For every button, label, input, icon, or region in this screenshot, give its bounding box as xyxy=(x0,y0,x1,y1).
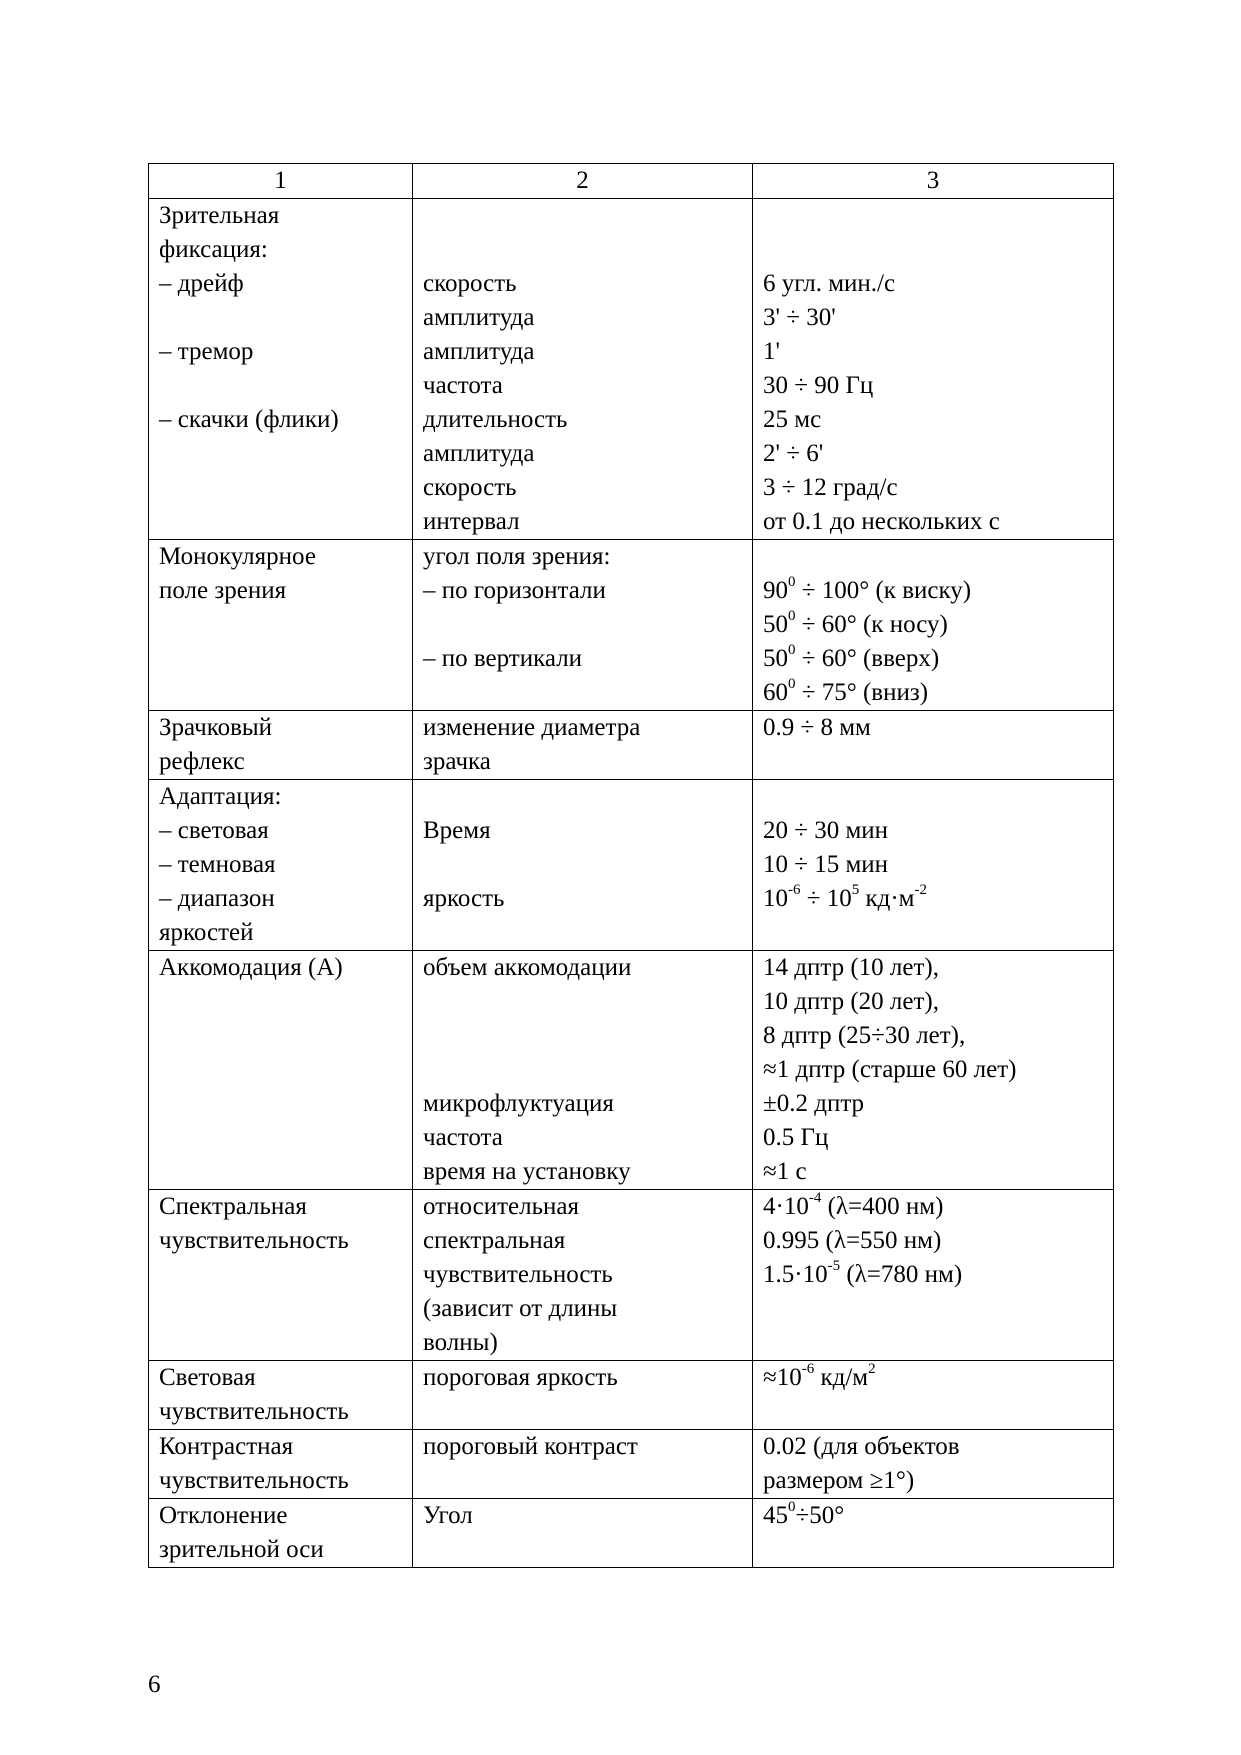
cell-line: волны) xyxy=(423,1329,498,1356)
table-cell-col3 xyxy=(753,1499,1114,1568)
table-cell-col3 xyxy=(753,1190,1114,1361)
cell-line: – по горизонтали xyxy=(423,577,606,604)
value-line xyxy=(763,1430,1103,1464)
value-line xyxy=(763,1464,1103,1498)
superscript: 0 xyxy=(788,675,796,692)
value-text: 8 дптр (25÷30 лет), xyxy=(763,1022,966,1049)
cell-line: (зависит от длины xyxy=(423,1295,618,1322)
table-cell-col2 xyxy=(413,199,753,540)
value-line xyxy=(763,301,1103,335)
value-text: ±0.2 дптр xyxy=(763,1090,865,1117)
cell-line: яркость xyxy=(423,885,505,912)
value-text: размером ≥1°) xyxy=(763,1467,915,1494)
value-text: (λ=400 нм) xyxy=(821,1193,944,1220)
cell-line: зрачка xyxy=(423,748,491,775)
value-text: ÷ 75° (вниз) xyxy=(795,679,929,706)
cell-line: амплитуда xyxy=(423,304,535,331)
value-text: ÷ 60° (вверх) xyxy=(795,645,940,672)
table-cell-col1 xyxy=(149,1361,413,1430)
value-line xyxy=(763,676,1103,710)
value-line xyxy=(763,267,1103,301)
cell-line: микрофлуктуация xyxy=(423,1090,614,1117)
value-text: 6 угл. мин./с xyxy=(763,270,896,297)
value-text: (λ=780 нм) xyxy=(840,1261,963,1288)
cell-line: – скачки (флики) xyxy=(159,406,339,433)
cell-line: Спектральная xyxy=(159,1193,307,1220)
cell-line: Время xyxy=(423,817,491,844)
cell-line: Зрачковый xyxy=(159,714,273,741)
table-row xyxy=(149,1361,1114,1430)
cell-line: – темновая xyxy=(159,851,276,878)
value-line xyxy=(763,233,1103,267)
value-line xyxy=(763,1019,1103,1053)
value-line xyxy=(763,711,1103,745)
table-cell-col1 xyxy=(149,951,413,1190)
value-line xyxy=(763,505,1103,539)
superscript: -5 xyxy=(827,1257,841,1274)
value-text: ÷50° xyxy=(795,1502,845,1529)
value-text: кд/м xyxy=(814,1364,869,1391)
value-line xyxy=(763,1155,1103,1189)
table-cell-col2 xyxy=(413,711,753,780)
cell-line: Угол xyxy=(423,1502,473,1529)
cell-line: Контрастная xyxy=(159,1433,294,1460)
cell-line: спектральная xyxy=(423,1227,566,1254)
superscript: -4 xyxy=(808,1189,822,1206)
cell-line: амплитуда xyxy=(423,338,535,365)
value-text: ÷ 10 xyxy=(800,885,852,912)
value-line xyxy=(763,369,1103,403)
table-row xyxy=(149,1190,1114,1361)
value-line xyxy=(763,403,1103,437)
table-cell-col3 xyxy=(753,540,1114,711)
cell-line xyxy=(423,233,742,267)
value-text: 1' xyxy=(763,338,781,365)
cell-line: – тремор xyxy=(159,338,254,365)
table-cell-col3 xyxy=(753,1430,1114,1499)
cell-line xyxy=(159,437,402,471)
table-cell-col3 xyxy=(753,1361,1114,1430)
table-cell-col2 xyxy=(413,1499,753,1568)
cell-line xyxy=(159,471,402,505)
header-cell-2: 2 xyxy=(413,164,753,199)
cell-line: Зрительная xyxy=(159,202,280,229)
cell-line: чувствительность xyxy=(159,1398,349,1425)
value-text: 30 ÷ 90 Гц xyxy=(763,372,874,399)
cell-line: частота xyxy=(423,372,503,399)
cell-line: угол поля зрения: xyxy=(423,543,611,570)
superscript: -6 xyxy=(788,881,801,898)
cell-line xyxy=(423,608,742,642)
value-text: 0.02 (для объектов xyxy=(763,1433,960,1460)
cell-line: Аккомодация (А) xyxy=(159,954,343,981)
value-text: 14 дптр (10 лет), xyxy=(763,954,939,981)
value-line xyxy=(763,1224,1103,1258)
cell-line xyxy=(423,1019,742,1053)
value-text: ≈1 с xyxy=(763,1158,807,1185)
value-text: 20 ÷ 30 мин xyxy=(763,817,889,844)
table-row xyxy=(149,1499,1114,1568)
value-line xyxy=(763,848,1103,882)
superscript: -6 xyxy=(801,1360,815,1377)
cell-line: время на установку xyxy=(423,1158,631,1185)
value-text: 60 xyxy=(763,679,788,706)
value-line xyxy=(763,1258,1103,1292)
cell-line: относительная xyxy=(423,1193,579,1220)
value-text: 0.995 (λ=550 нм) xyxy=(763,1227,942,1254)
table-cell-col1 xyxy=(149,1430,413,1499)
value-line xyxy=(763,199,1103,233)
value-text: кд·м xyxy=(859,885,915,912)
cell-line: чувствительность xyxy=(159,1467,349,1494)
value-line xyxy=(763,1087,1103,1121)
cell-line xyxy=(159,505,402,539)
value-text: от 0.1 до нескольких с xyxy=(763,508,1000,535)
cell-line: зрительной оси xyxy=(159,1536,324,1563)
value-text: 90 xyxy=(763,577,788,604)
value-text: 0.9 ÷ 8 мм xyxy=(763,714,871,741)
cell-line xyxy=(423,199,742,233)
value-line xyxy=(763,1053,1103,1087)
value-line xyxy=(763,471,1103,505)
cell-line: Монокулярное xyxy=(159,543,316,570)
value-text: 4·10 xyxy=(763,1193,809,1220)
value-line xyxy=(763,780,1103,814)
cell-line: объем аккомодации xyxy=(423,954,632,981)
cell-line xyxy=(159,301,402,335)
superscript: -2 xyxy=(914,881,927,898)
value-text: 45 xyxy=(763,1502,788,1529)
cell-line: Отклонение xyxy=(159,1502,288,1529)
value-text: ÷ 60° (к носу) xyxy=(795,611,948,638)
cell-line xyxy=(159,369,402,403)
value-line xyxy=(763,437,1103,471)
table-header-row xyxy=(149,164,1114,199)
cell-line: – диапазон xyxy=(159,885,275,912)
table-cell-col1 xyxy=(149,540,413,711)
cell-line: частота xyxy=(423,1124,503,1151)
table-row xyxy=(149,1430,1114,1499)
table-cell-col1 xyxy=(149,1499,413,1568)
table-cell-col2 xyxy=(413,780,753,951)
value-line xyxy=(763,574,1103,608)
cell-line: скорость xyxy=(423,474,517,501)
cell-line: амплитуда xyxy=(423,440,535,467)
value-text: ≈1 дптр (старше 60 лет) xyxy=(763,1056,1017,1083)
table-cell-col3 xyxy=(753,951,1114,1190)
table-body xyxy=(149,164,1114,1568)
table-cell-col1 xyxy=(149,1190,413,1361)
table-cell-col2 xyxy=(413,1190,753,1361)
value-line xyxy=(763,540,1103,574)
value-line xyxy=(763,951,1103,985)
cell-line: рефлекс xyxy=(159,748,245,775)
superscript: 0 xyxy=(788,573,796,590)
value-line xyxy=(763,985,1103,1019)
cell-line xyxy=(423,676,742,710)
superscript: 5 xyxy=(851,881,860,898)
cell-line xyxy=(423,780,742,814)
page-number: 6 xyxy=(148,1671,161,1698)
cell-line: пороговый контраст xyxy=(423,1433,638,1460)
superscript: 0 xyxy=(788,1498,796,1515)
table-cell-col3 xyxy=(753,780,1114,951)
cell-line: чувствительность xyxy=(159,1227,349,1254)
value-text: ÷ 100° (к виску) xyxy=(795,577,972,604)
header-cell-1: 1 xyxy=(149,164,413,199)
value-line xyxy=(763,642,1103,676)
cell-line: пороговая яркость xyxy=(423,1364,618,1391)
cell-line: – по вертикали xyxy=(423,645,583,672)
value-line xyxy=(763,814,1103,848)
cell-line: Адаптация: xyxy=(159,783,282,810)
cell-line xyxy=(423,848,742,882)
cell-line xyxy=(423,985,742,1019)
table-cell-col1 xyxy=(149,780,413,951)
cell-line: скорость xyxy=(423,270,517,297)
table-row xyxy=(149,780,1114,951)
superscript: 0 xyxy=(788,607,796,624)
cell-line: поле зрения xyxy=(159,577,287,604)
header-cell-3: 3 xyxy=(753,164,1114,199)
table-row xyxy=(149,951,1114,1190)
table-cell-col2 xyxy=(413,540,753,711)
value-line xyxy=(763,1361,1103,1395)
parameters-table xyxy=(148,163,1114,1568)
table-cell-col3 xyxy=(753,711,1114,780)
table-cell-col1 xyxy=(149,199,413,540)
value-text: 2' ÷ 6' xyxy=(763,440,824,467)
cell-line: – световая xyxy=(159,817,269,844)
table-cell-col1 xyxy=(149,711,413,780)
value-text: 50 xyxy=(763,611,788,638)
value-text: 25 мс xyxy=(763,406,822,433)
cell-line xyxy=(423,1053,742,1087)
value-text: 3' ÷ 30' xyxy=(763,304,836,331)
superscript: 0 xyxy=(788,641,796,658)
value-text: 3 ÷ 12 град/с xyxy=(763,474,898,501)
value-text: 0.5 Гц xyxy=(763,1124,829,1151)
value-line xyxy=(763,1499,1103,1533)
cell-line: Световая xyxy=(159,1364,256,1391)
cell-line: чувствительность xyxy=(423,1261,613,1288)
table-row xyxy=(149,199,1114,540)
value-text: ≈10 xyxy=(763,1364,802,1391)
table-row xyxy=(149,711,1114,780)
value-text: 10 ÷ 15 мин xyxy=(763,851,889,878)
value-text: 50 xyxy=(763,645,788,672)
cell-line: – дрейф xyxy=(159,270,244,297)
table-cell-col2 xyxy=(413,1361,753,1430)
value-text: 1.5·10 xyxy=(763,1261,828,1288)
table-cell-col3 xyxy=(753,199,1114,540)
cell-line: яркостей xyxy=(159,919,254,946)
cell-line: интервал xyxy=(423,508,520,535)
value-line xyxy=(763,1190,1103,1224)
cell-line: фиксация: xyxy=(159,236,268,263)
value-line xyxy=(763,882,1103,916)
value-line xyxy=(763,1121,1103,1155)
cell-line: длительность xyxy=(423,406,568,433)
value-text: 10 xyxy=(763,885,788,912)
value-text: 10 дптр (20 лет), xyxy=(763,988,939,1015)
table-cell-col2 xyxy=(413,951,753,1190)
value-line xyxy=(763,335,1103,369)
table-cell-col2 xyxy=(413,1430,753,1499)
value-line xyxy=(763,608,1103,642)
cell-line: изменение диаметра xyxy=(423,714,641,741)
superscript: 2 xyxy=(868,1360,876,1377)
table-row xyxy=(149,540,1114,711)
